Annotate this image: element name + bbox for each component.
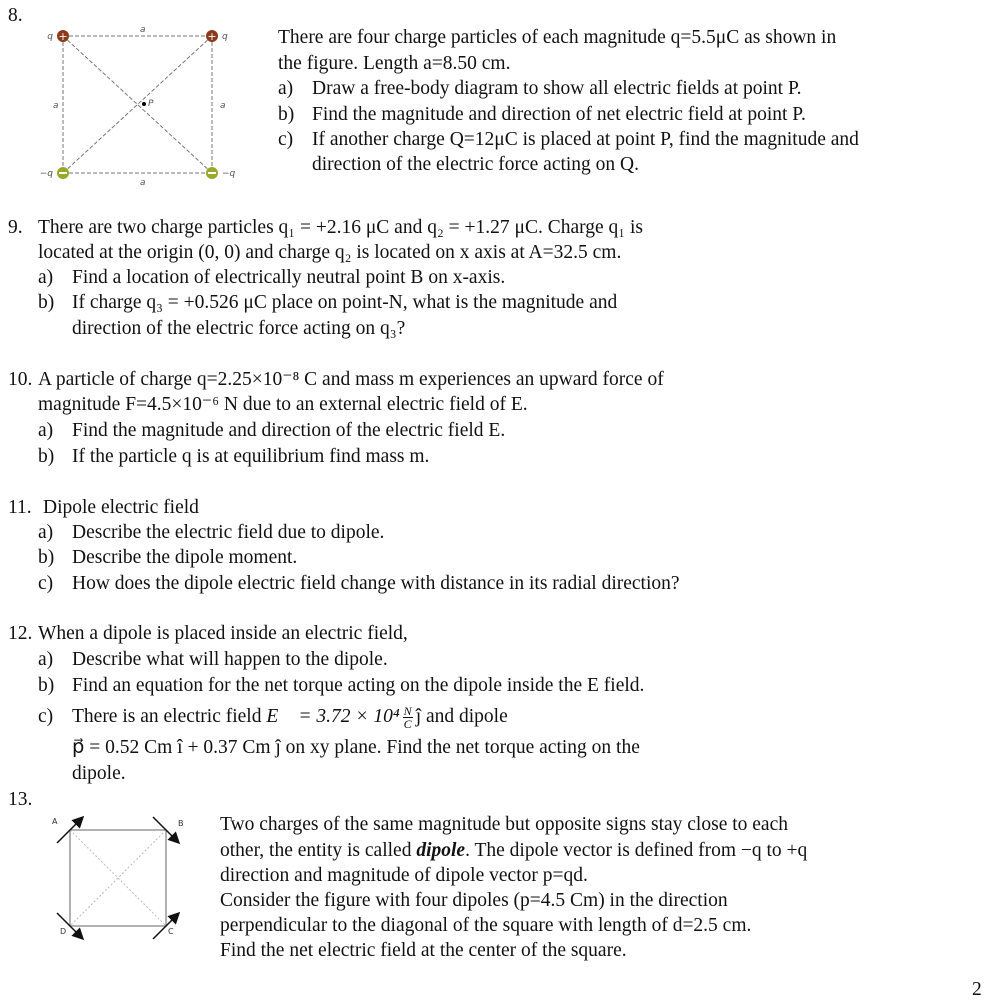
label-d: D (60, 927, 67, 936)
q12-part-b: Find an equation for the net torque acting on the dipole inside the E field. (72, 675, 645, 696)
label-a: A (52, 817, 58, 826)
label-side-bottom: a (140, 178, 146, 188)
q9-intro-line: located at the origin (0, 0) and charge q₂ is located on x axis at A=32.5 cm. (38, 242, 622, 263)
label-side-right: a (220, 101, 226, 111)
q9-part-b: If charge q₃ = +0.526 μC place on point-N, what is the magnitude and (72, 292, 618, 313)
q11-part-c: How does the dipole electric field change with distance in its radial direction? (72, 573, 680, 594)
label-point-p: P (148, 99, 154, 109)
q13-line: Two charges of the same magnitude but opposite signs stay close to each (220, 814, 788, 835)
q11-intro-line: Dipole electric field (43, 497, 199, 518)
q10-part-a: Find the magnitude and direction of the electric field E. (72, 420, 506, 441)
svg-text:+: + (58, 30, 68, 43)
q8-part-label: c) (278, 129, 294, 150)
q13-line: Consider the figure with four dipoles (p=4.5 Cm) in the direction (220, 890, 728, 911)
q12-part-c: p⃗ = 0.52 Cm î + 0.37 Cm ĵ on xy plane. Find the net torque acting on the (72, 737, 640, 758)
q10-part-label: b) (38, 446, 55, 467)
label-side-top: a (140, 25, 146, 35)
q11-part-label: a) (38, 522, 54, 543)
q9-part-label: a) (38, 267, 54, 288)
question-13-number: 13. (8, 789, 33, 810)
q9-intro-line: There are two charge particles q₁ = +2.16 μC and q₂ = +1.27 μC. Charge q₁ is (38, 217, 643, 238)
field-formula-lhs: E⃗ = 3.72 × 10⁴ (266, 706, 400, 727)
label-q-bottom-right: −q (222, 169, 236, 179)
positive-charge-icon (206, 30, 218, 43)
figure-four-charges (39, 20, 250, 190)
field-formula-rhs: ĵ and dipole (415, 706, 508, 727)
q12-part-label: c) (38, 706, 54, 727)
q8-part-c: If another charge Q=12μC is placed at point P, find the magnitude and (312, 129, 859, 150)
q9-part-b: direction of the electric force acting on q₃? (72, 318, 406, 339)
q8-part-label: b) (278, 104, 295, 125)
label-c: C (168, 927, 174, 936)
q9-part-label: b) (38, 292, 55, 313)
q11-part-label: c) (38, 573, 54, 594)
label-q-top-left: q (47, 32, 53, 42)
q12-part-label: a) (38, 649, 54, 670)
q12-c-text: There is an electric field (72, 706, 267, 727)
label-q-top-right: q (222, 32, 228, 42)
q12-part-label: b) (38, 675, 55, 696)
q13-line: Find the net electric field at the center of the square. (220, 940, 627, 961)
q8-intro-line: There are four charge particles of each magnitude q=5.5μC as shown in (278, 27, 837, 48)
figure-four-dipoles (50, 810, 200, 940)
svg-text:+: + (207, 30, 217, 43)
label-side-left: a (53, 101, 59, 111)
q8-part-b: Find the magnitude and direction of net electric field at point P. (312, 104, 806, 125)
negative-charge-icon (206, 167, 218, 179)
point-p (142, 102, 146, 106)
q10-part-b: If the particle q is at equilibrium find mass m. (72, 446, 430, 467)
q13-line: perpendicular to the diagonal of the square with length of d=2.5 cm. (220, 915, 752, 936)
question-11-number: 11. (8, 497, 32, 518)
q10-part-label: a) (38, 420, 54, 441)
negative-charge-icon (57, 167, 69, 179)
q10-intro-line: A particle of charge q=2.25×10⁻⁸ C and mass m experiences an upward force of (38, 369, 664, 390)
unit-fraction: $\frac{N}{C}$ (403, 704, 412, 732)
question-8-number: 8. (8, 5, 23, 26)
q12-part-c: dipole. (72, 763, 126, 784)
q12-part-c (72, 704, 508, 732)
q12-part-a: Describe what will happen to the dipole. (72, 649, 388, 670)
q10-intro-line: magnitude F=4.5×10⁻⁶ N due to an external electric field of E. (38, 394, 528, 415)
label-q-bottom-left: −q (39, 169, 53, 179)
q13-line: direction and magnitude of dipole vector p=qd. (220, 865, 588, 886)
q11-part-b: Describe the dipole moment. (72, 547, 298, 568)
q9-part-a: Find a location of electrically neutral point B on x-axis. (72, 267, 506, 288)
dipole-term: dipole (416, 840, 466, 861)
page-number: 2 (972, 979, 982, 1000)
q11-part-a: Describe the electric field due to dipole. (72, 522, 385, 543)
q13-line: other, the entity is called dipole. The dipole vector is defined from −q to +q (220, 840, 808, 861)
q8-part-c: direction of the electric force acting on Q. (312, 154, 640, 175)
positive-charge-icon (57, 30, 69, 43)
q8-part-a: Draw a free-body diagram to show all electric fields at point P. (312, 78, 802, 99)
q11-part-label: b) (38, 547, 55, 568)
q8-part-label: a) (278, 78, 294, 99)
question-10-number: 10. (8, 369, 33, 390)
label-b: B (178, 819, 184, 828)
q8-intro-line: the figure. Length a=8.50 cm. (278, 53, 511, 74)
question-12-number: 12. (8, 623, 33, 644)
question-9-number: 9. (8, 217, 23, 238)
q12-intro-line: When a dipole is placed inside an electric field, (38, 623, 408, 644)
